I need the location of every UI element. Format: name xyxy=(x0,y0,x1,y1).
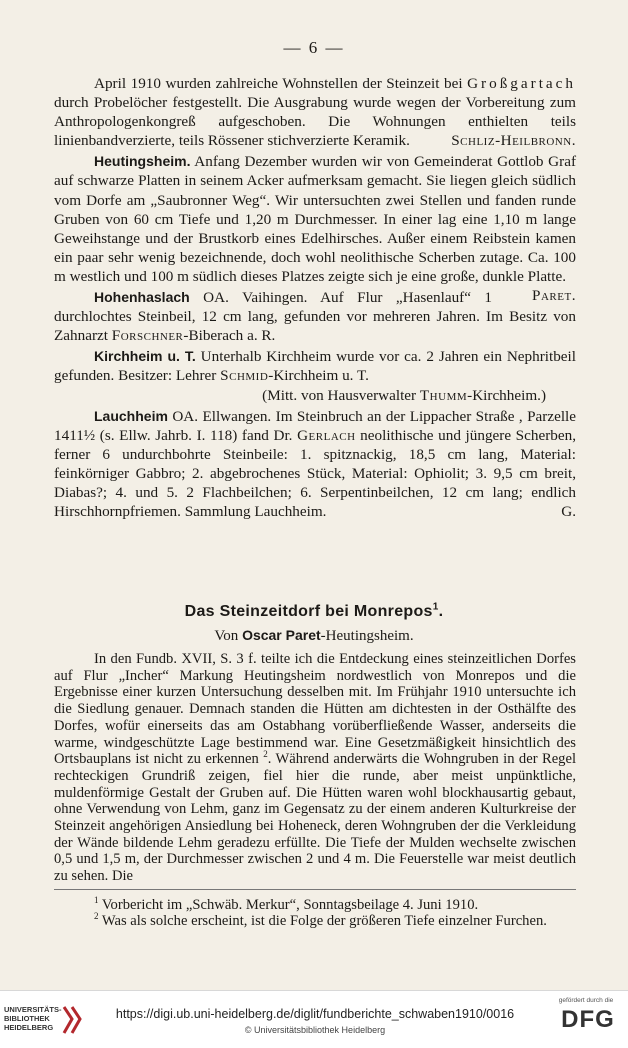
article-paragraph: In den Fundb. XVII, S. 3 f. teilte ich die Entdeckung eines steinzeitlichen Dorfes auf Flur „Incher“ Markung Heutingsheim nordwestlich von Monrepos und die Ergebnisse einer kurzen Untersuchung desselben mit. Im Frühjahr 1910 untersuchte ich die Siedlung genauer. Demnach standen die Hütten am dichtesten in der Osthälfte des Dorfes, wofür einerseits das am Ostabhang vorüberfließende Wasser, anderseits die warme, windgeschützte Lage bestimmend war. Eine Gesetzmäßigkeit hinsichtlich des Ortsbauplans ist nicht zu erkennen $^2$. Während anderwärts die Wohngruben in der Regel rechteckigen Grundriß zeigen, fiel hier die runde, aber meist unpünktliche, muldenförmige Gestalt der Gruben auf. Die Hütten waren wohl blockhausartig gebaut, ohne Verwendung von Lehm, ganz im Gegensatz zu der einem anderen Kulturkreise der Steinzeit angehörigen Ansiedlung bei Hoheneck, deren Wohngruben der die Verkleidung der Wände bildende Lehm geradezu erfüllte. Die Tiefe der Mulden wechselte zwischen 0,5 und 1,5 m, der Durchmesser zwischen 2 und 4 m. Die Feuerstelle war meist deutlich zu sehen. Die xyxy=(54,651,576,885)
footnote-ref: 1 xyxy=(432,601,439,613)
report-hohenhaslach: Hohenhaslach OA. Vaihingen. Auf Flur „Hasenlauf“ 1 durchlochtes Steinbeil, 12 cm lang, gefunden vor mehreren Jahren. Im Besitz von Zahnarzt Forschner-Biberach a. R. xyxy=(54,289,576,345)
signature: Paret. xyxy=(532,287,576,305)
attribution: (Mitt. von Hausverwalter Thumm-Kirchheim.) xyxy=(262,386,546,404)
footnote: $^1$ Vorbericht im „Schwäb. Merkur“, Sonntagsbeilage 4. Juni 1910. xyxy=(94,895,479,913)
dfg-logo: DFG xyxy=(561,1006,615,1033)
report-kirchheim: Kirchheim u. T. Unterhalb Kirchheim wurde vor ca. 2 Jahren ein Nephritbeil gefunden. Besitzer: Lehrer Schmid-Kirchheim u. T. (Mitt. von Hausverwalter Thumm-Kirchheim.) xyxy=(54,348,576,404)
signature: G. xyxy=(561,503,576,521)
article-body xyxy=(54,651,576,885)
funding-note: gefördert durch die xyxy=(558,997,614,1004)
footnotes xyxy=(54,897,576,929)
person-name: Gerlach xyxy=(297,426,356,444)
article-title: Das Steinzeitdorf bei Monrepos$^1$. xyxy=(184,601,444,620)
page-number: — 6 — xyxy=(283,38,345,57)
copyright-text: © Universitätsbibliothek Heidelberg xyxy=(244,1025,386,1035)
reports-section xyxy=(54,74,576,521)
permalink-url[interactable]: https://digi.ub.uni-heidelberg.de/diglit/fundberichte_schwaben1910/0016 xyxy=(115,1007,515,1021)
viewer-footer xyxy=(0,990,628,1048)
report-heading: Kirchheim u. T. xyxy=(94,348,196,365)
library-logo-text: UNIVERSITÄTS- BIBLIOTHEK HEIDELBERG xyxy=(4,1005,62,1032)
person-name: Forschner xyxy=(111,327,184,345)
person-name: Schmid xyxy=(220,367,269,385)
report-heading: Heutingsheim. xyxy=(94,153,191,170)
article-byline: Von Oscar Paret-Heutingsheim. xyxy=(214,627,414,644)
report-lauchheim: Lauchheim OA. Ellwangen. Im Steinbruch an der Lippacher Straße , Parzelle 1411½ (s. Ellw. Jahrb. I. 118) fand Dr. Gerlach neolithische und jüngere Scherben, ferner 6 undurchbohrte Steinbeile: 1. spitznackig, 18,5 cm lang, Material: feinkörniger Gabbro; 2. abgebrochenes Stück, Material: Ophiolit; 3. 9,5 cm breit, Diabas?; 4. und 5. 2 Flachbeilchen; 6. Serpentinbeilchen, 12 cm lang; endlich Hirschhornpfriemen. Sammlung Lauchheim. G. xyxy=(54,407,576,521)
report-heutingsheim: Heutingsheim. Anfang Dezember wurden wir von Gemeinderat Gottlob Graf auf schwarze Platten in seinem Acker aufmerksam gemacht. Sie liegen gleich südlich vom Dorfe am „Saubronner Weg“. Wir untersuchten zwei Stellen und fanden runde Gruben von 60 cm Tiefe und 1,20 m Durchmesser. In einer lag eine 1,10 m lange Geweihstange und der Brustkorb eines Edelhirsches. Außer einem Reibstein kamen ein paar sehr wenig bezeichnende, doch wohl neolithische Scherben zutage. Ca. 100 m westlich und 100 m südlich dieses Platzes zeigte sich je eine große, dunkle Platte. Paret. xyxy=(54,153,576,305)
footnote: $^2$ Was als solche erscheint, ist die Folge der größeren Tiefe einzelner Furchen. xyxy=(94,911,547,929)
report-heading: Hohenhaslach xyxy=(94,289,190,306)
library-logo-icon xyxy=(60,1003,84,1037)
footnote-ref: 2 xyxy=(263,749,268,760)
report-grossgartach: April 1910 wurden zahlreiche Wohnstellen der Steinzeit bei Großgartach durch Probelöcher festgestellt. Die Ausgrabung wurde wegen der Vorbereitung zum Anthropologenkongreß aufgeschoben. Die Wohnungen enthielten teils linienbandverzierte, teils Rössener stichverzierte Keramik. Schliz-Heilbronn. xyxy=(54,75,576,150)
place-name: Großgartach xyxy=(467,75,576,92)
author-name: Oscar Paret xyxy=(242,627,321,643)
footnote-rule xyxy=(54,889,576,890)
signature: Schliz-Heilbronn. xyxy=(451,132,576,150)
report-heading: Lauchheim xyxy=(94,407,168,424)
